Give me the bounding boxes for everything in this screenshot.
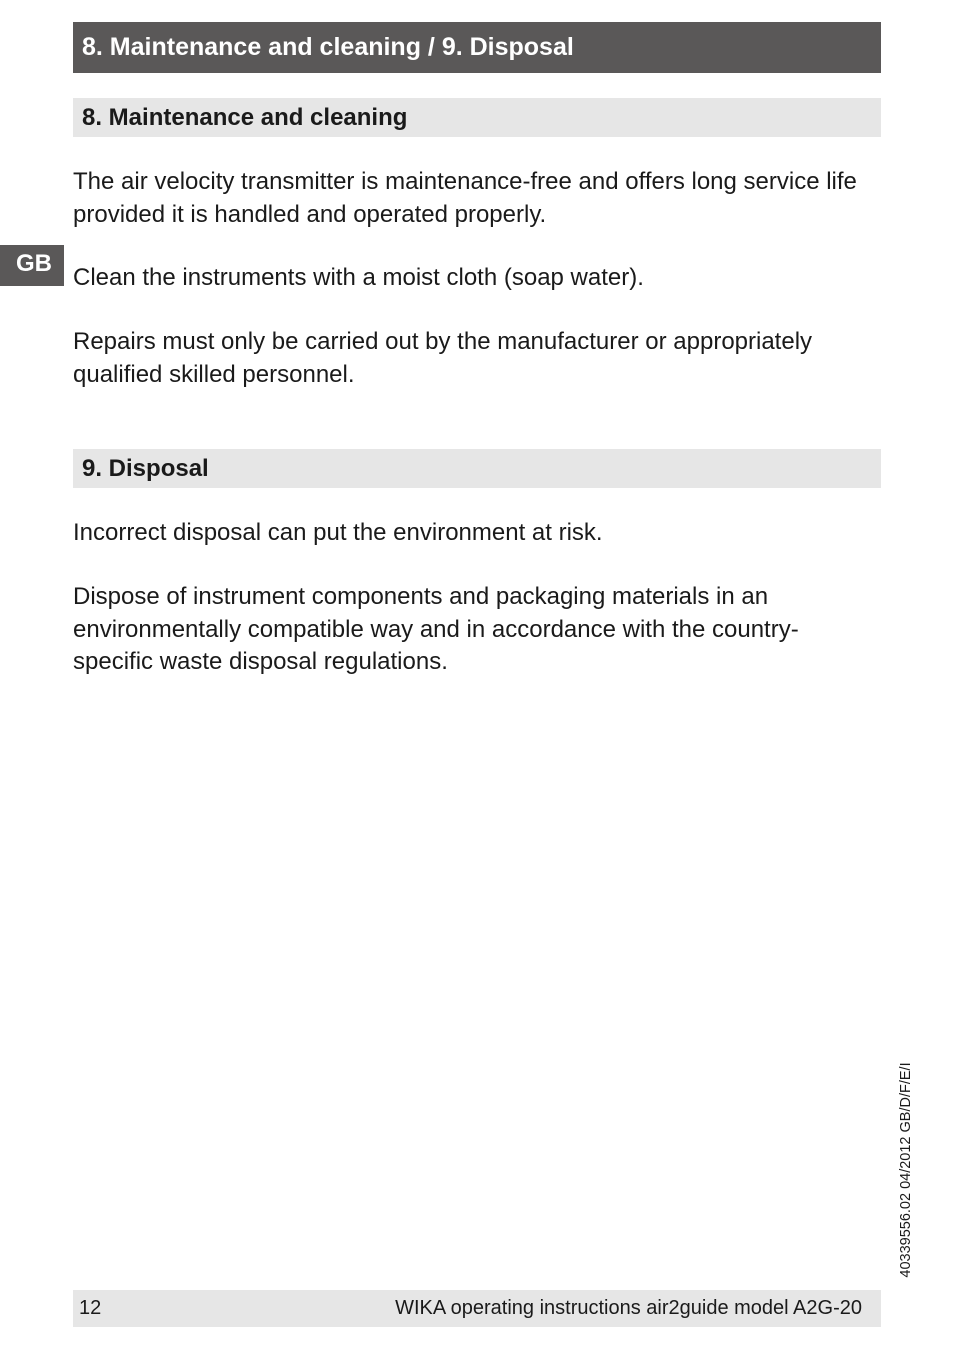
page-number: 12 (79, 1297, 102, 1319)
page-footer (73, 1290, 881, 1327)
section-heading-label: 9. Disposal (82, 455, 209, 482)
section-heading-label: 8. Maintenance and cleaning (82, 104, 408, 131)
page-title: 8. Maintenance and cleaning / 9. Disposal (82, 33, 574, 61)
document-code-text: 40339556.02 04/2012 GB/D/F/E/I (898, 1062, 914, 1278)
section-heading-maintenance (73, 98, 881, 137)
language-tab (0, 245, 64, 286)
paragraph-disposal-instructions: Dispose of instrument components and packaging materials in an environmentally compatible way and in accordance with the country-specific waste disposal regulations. (73, 583, 799, 675)
footer-text: WIKA operating instructions air2guide model A2G-20 (395, 1297, 862, 1319)
page-title-bar (73, 22, 881, 73)
paragraph-maintenance-free: The air velocity transmitter is maintenance-free and offers long service life provided it is handled and operated properly. (73, 168, 857, 228)
paragraph-disposal-risk: Incorrect disposal can put the environment at risk. (73, 519, 603, 546)
language-tab-label: GB (16, 250, 52, 277)
section-heading-disposal (73, 449, 881, 488)
paragraph-repairs: Repairs must only be carried out by the manufacturer or appropriately qualified skilled personnel. (73, 328, 813, 388)
paragraph-cleaning: Clean the instruments with a moist cloth (soap water). (73, 264, 644, 291)
